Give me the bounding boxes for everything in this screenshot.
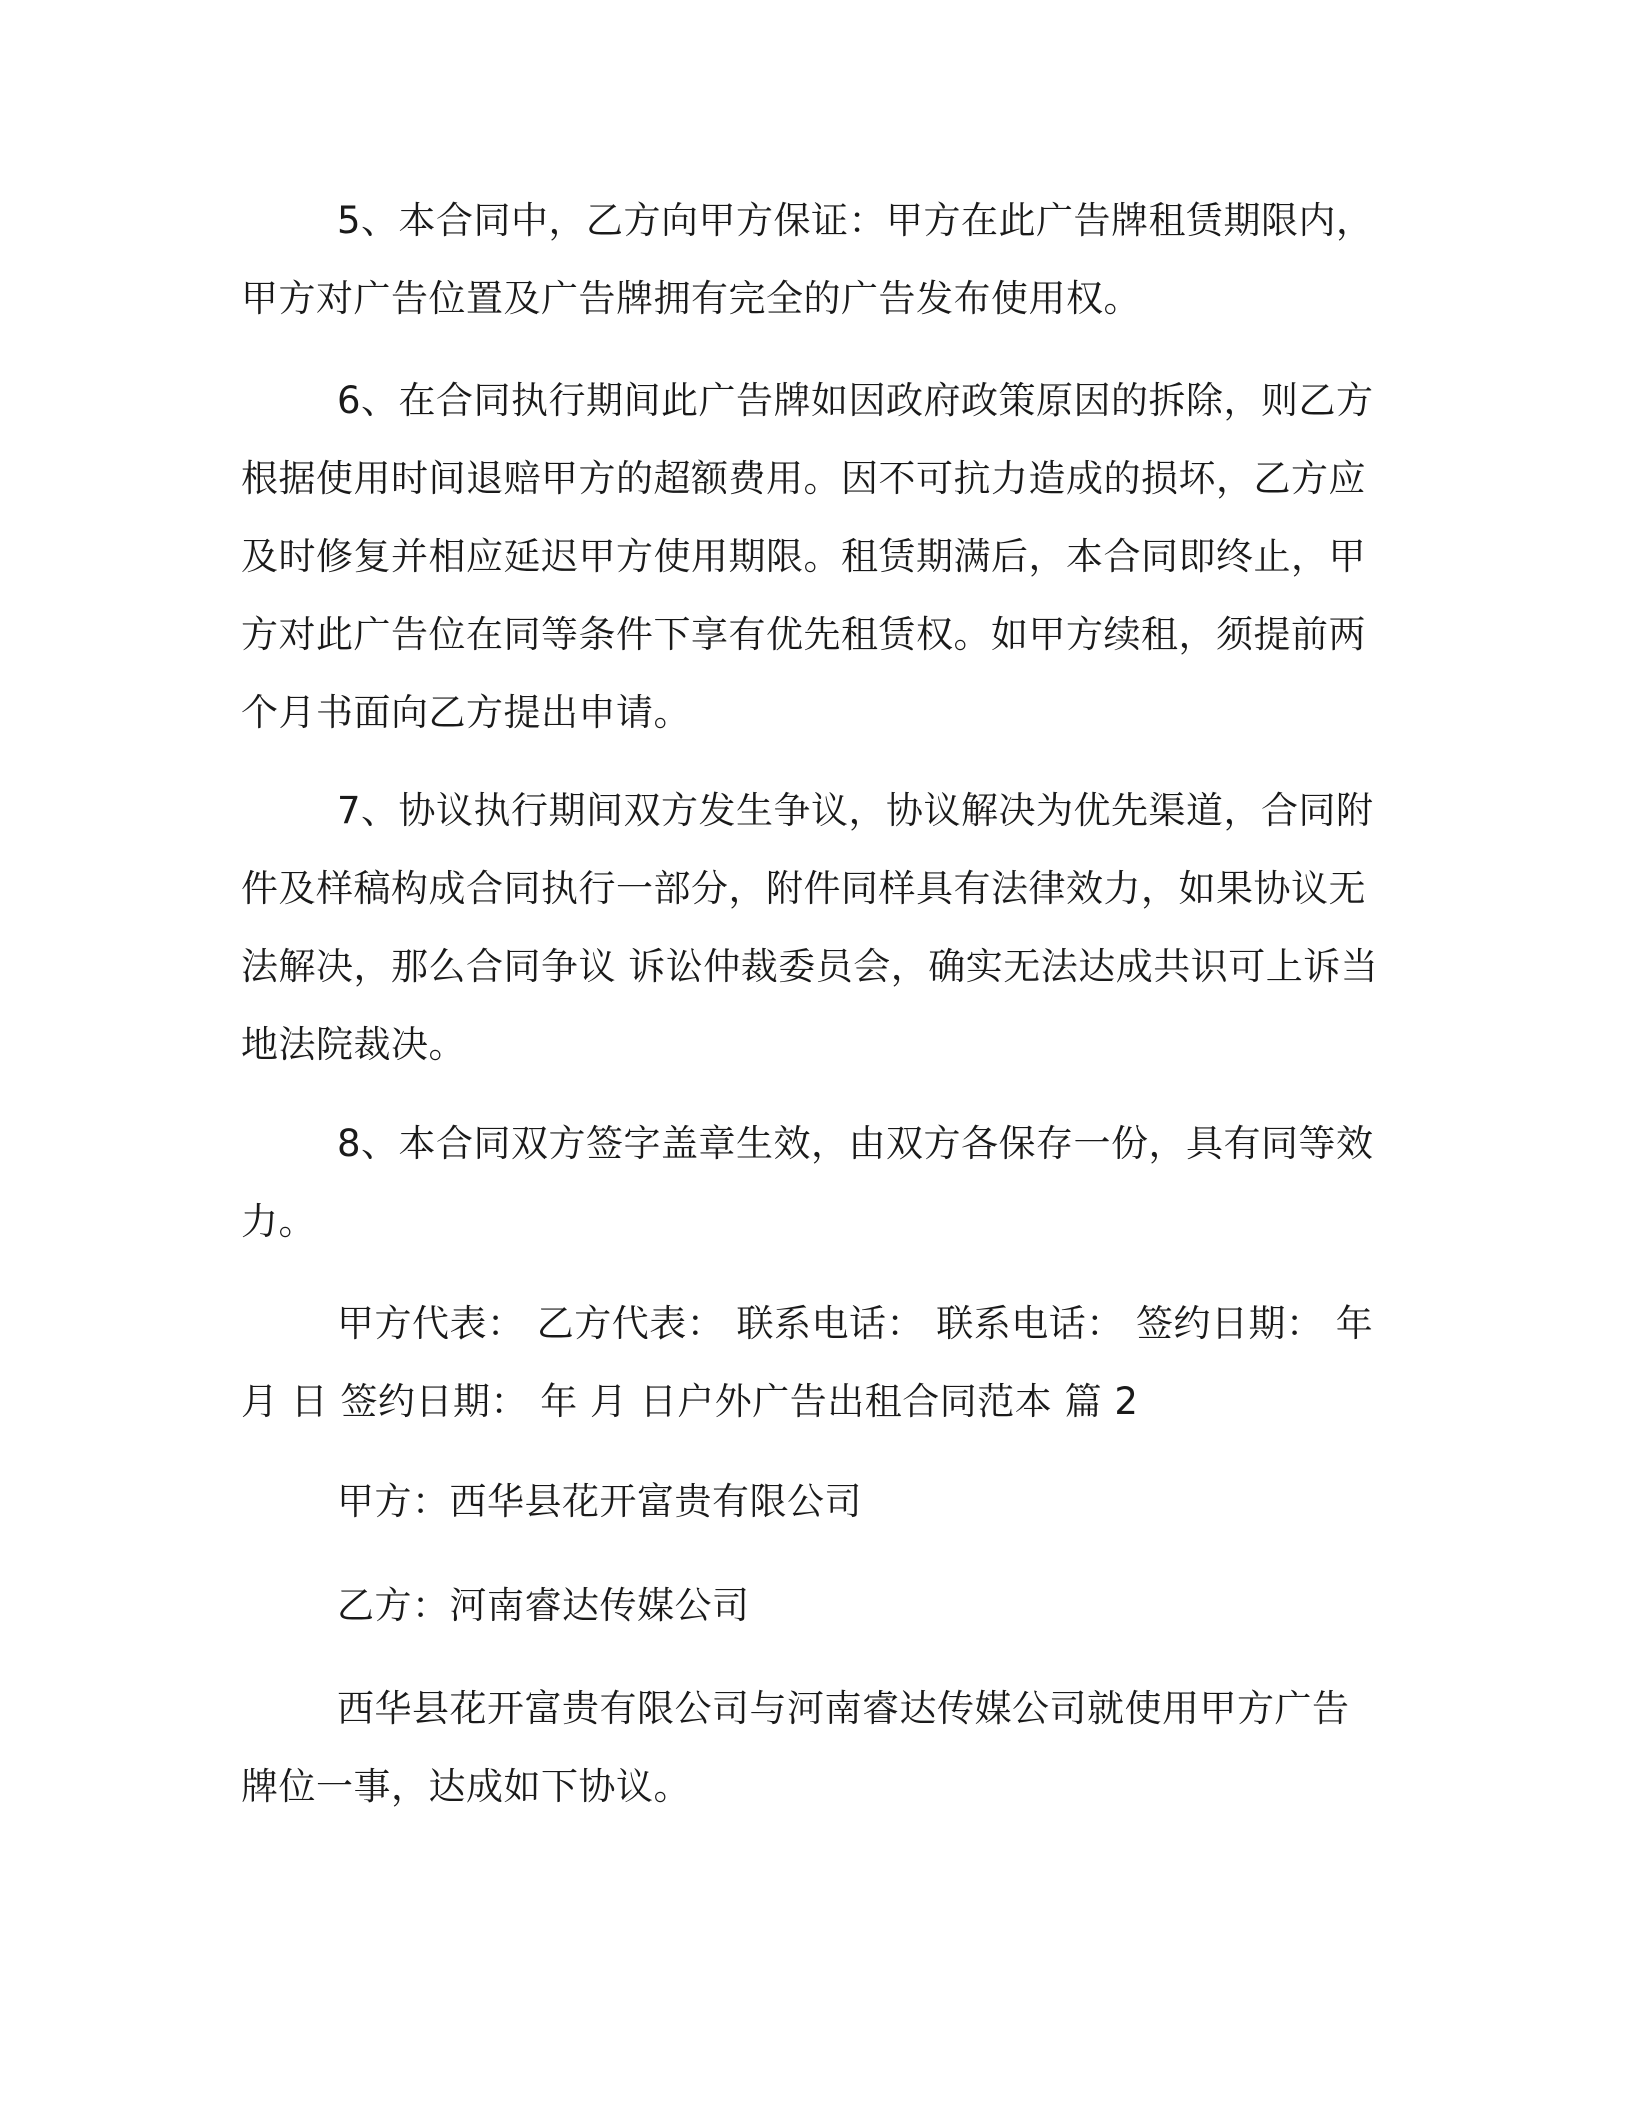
party-a-paragraph: 甲方：西华县花开富贵有限公司 bbox=[337, 1480, 862, 1523]
clause-5-paragraph: 5、本合同中，乙方向甲方保证：甲方在此广告牌租赁期限内，甲方对广告位置及广告牌拥有完全的广告发布使用权。 bbox=[241, 199, 1374, 320]
clause-7-paragraph: 7、协议执行期间双方发生争议，协议解决为优先渠道，合同附件及样稿构成合同执行一部分，附件同样具有法律效力，如果协议无法解决，那么合同争议 诉讼仲裁委员会，确实无法达成共识可上诉当地法院裁决。 bbox=[241, 789, 1379, 1066]
agreement-intro-paragraph: 西华县花开富贵有限公司与河南睿达传媒公司就使用甲方广告牌位一事，达成如下协议。 bbox=[241, 1687, 1350, 1808]
party-b-paragraph: 乙方：河南睿达传媒公司 bbox=[337, 1584, 750, 1627]
clause-6-paragraph: 6、在合同执行期间此广告牌如因政府政策原因的拆除，则乙方根据使用时间退赔甲方的超额费用。因不可抗力造成的损坏，乙方应及时修复并相应延迟甲方使用期限。租赁期满后，本合同即终止，甲方对此广告位在同等条件下享有优先租赁权。如甲方续租，须提前两个月书面向乙方提出申请。 bbox=[241, 379, 1374, 734]
clause-8-paragraph: 8、本合同双方签字盖章生效，由双方各保存一份，具有同等效力。 bbox=[241, 1122, 1374, 1243]
signature-block-paragraph: 甲方代表： 乙方代表： 联系电话： 联系电话： 签约日期： 年 月 日 签约日期： 年 月 日户外广告出租合同范本 篇 2 bbox=[241, 1302, 1374, 1423]
